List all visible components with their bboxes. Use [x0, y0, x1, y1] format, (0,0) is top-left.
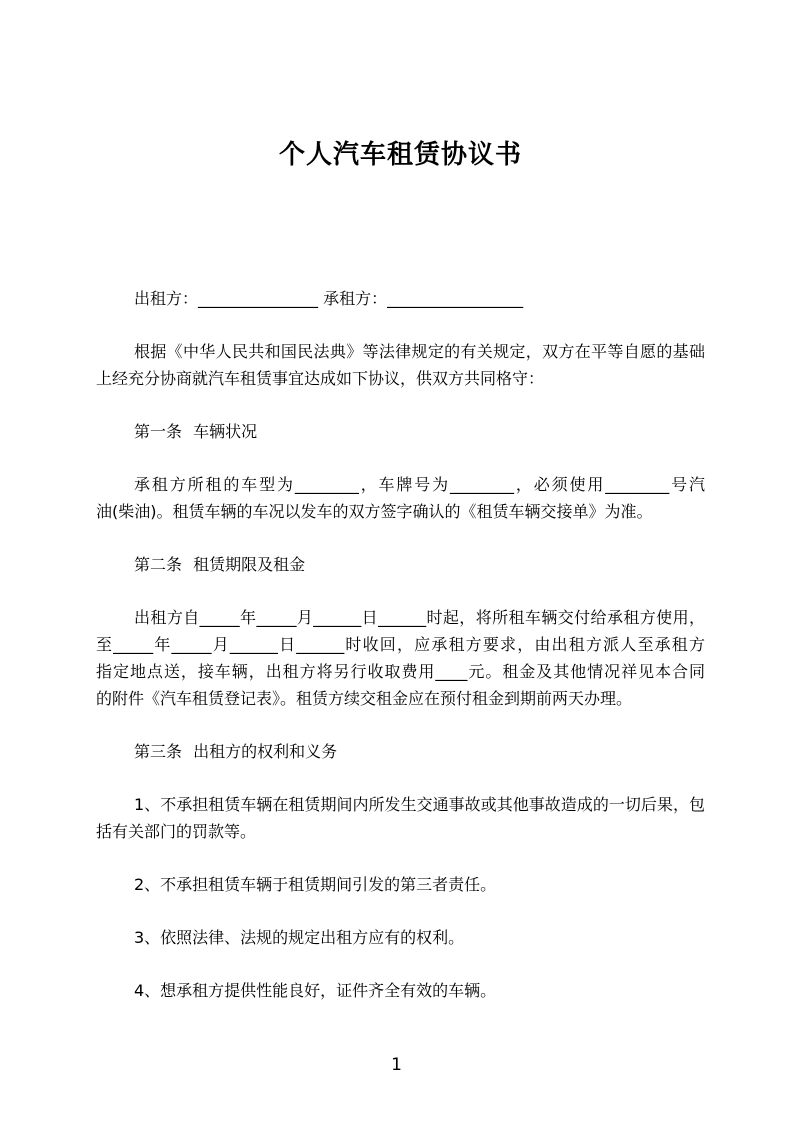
text-line: 根据《中华人民共和国民法典》等法律规定的有关规定，双方在平等自愿的基础 — [134, 342, 705, 361]
text-line: 出租方自_____年_____月______日______时起，将所租车辆交付给承租方使用， — [134, 608, 705, 627]
text-line: 承租方所租的车型为________，车牌号为________，必须使用________号汽 — [134, 475, 705, 494]
text-line: 2、不承担租赁车辆于租赁期间引发的第三者责任。 — [134, 875, 497, 894]
section-2-paragraph-1 — [96, 604, 705, 712]
text-line: 3、依照法律、法规的规定出租方应有的权利。 — [134, 928, 465, 947]
text-line: 括有关部门的罚款等。 — [96, 822, 257, 841]
section-3-item-4 — [96, 977, 705, 1004]
text-line: 4、想承租方提供性能良好，证件齐全有效的车辆。 — [134, 981, 497, 1000]
section-heading-2: 第二条 租赁期限及租金 — [134, 555, 306, 574]
text-line: 出租方：_______________ 承租方：_________________ — [134, 289, 524, 308]
intro-paragraph — [96, 338, 705, 392]
page-number: 1 — [391, 1055, 402, 1075]
document-title: 个人汽车租赁协议书 — [278, 140, 522, 170]
text-line: 指定地点送，接车辆，出租方将另行收取费用____元。租金及其他情况祥见本合同 — [96, 662, 705, 681]
text-line: 上经充分协商就汽车租赁事宜达成如下协议，供双方共同格守： — [96, 369, 545, 388]
section-3-item-3 — [96, 924, 705, 951]
text-line: 1、不承担租赁车辆在租赁期间内所发生交通事故或其他事故造成的一切后果，包 — [134, 795, 705, 814]
section-heading-3: 第三条 出租方的权利和义务 — [134, 742, 338, 761]
text-line: 油(柴油)。租赁车辆的车况以发车的双方签字确认的《租赁车辆交接单》为准。 — [96, 502, 653, 521]
section-3-item-2 — [96, 871, 705, 898]
section-heading-1: 第一条 车辆状况 — [134, 422, 258, 441]
text-line: 至_____年_____月______日______时收回，应承租方要求，由出租方派人至承租方 — [96, 635, 705, 654]
section-1-paragraph-1 — [96, 471, 705, 525]
parties-line — [96, 285, 705, 312]
text-line: 的附件《汽车租赁登记表》。租赁方续交租金应在预付租金到期前两天办理。 — [96, 689, 633, 708]
section-3-item-1 — [96, 791, 705, 845]
